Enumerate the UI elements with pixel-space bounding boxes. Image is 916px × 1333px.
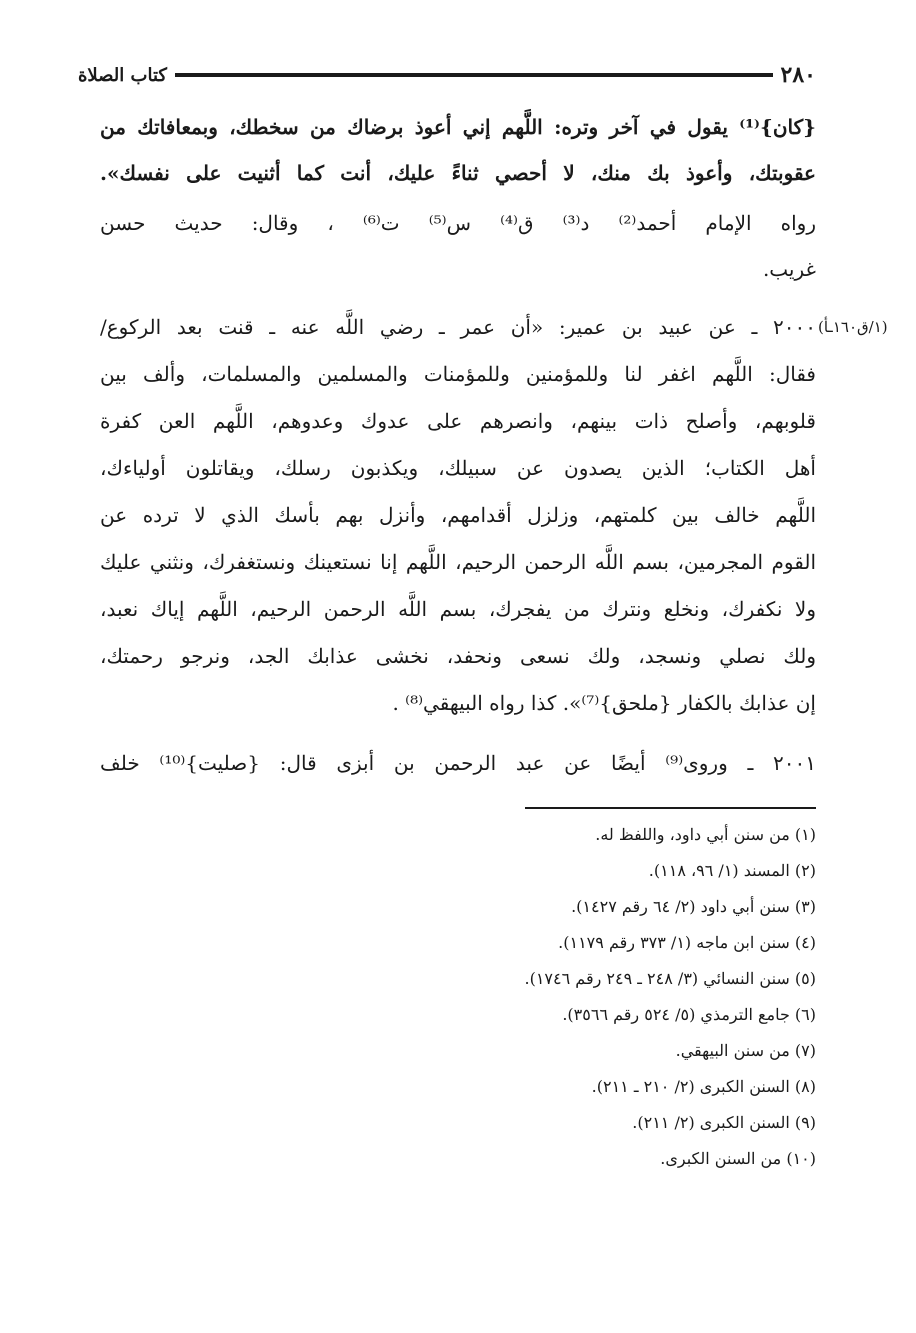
footnote: (٨) السنن الكبرى (٢/ ٢١٠ ـ ٢١١).	[591, 1077, 816, 1096]
body-line: القوم المجرمين، بسم اللَّه الرحمن الرحيم، اللَّهم إنا نستعينك ونستغفرك، ونثني عليك	[100, 550, 816, 574]
footnote-separator	[525, 807, 816, 809]
body-line: اللَّهم خالف بين كلمتهم، وزلزل أقدامهم، وأنزل بهم بأسك الذي لا ترده عن	[100, 503, 816, 527]
footnote: (٦) جامع الترمذي (٥/ ٥٢٤ رقم ٣٥٦٦).	[562, 1005, 816, 1024]
footnote: (٧) من سنن البيهقي.	[675, 1041, 816, 1060]
body-line: رواه الإمام أحمد⁽²⁾ د⁽³⁾ ق⁽⁴⁾ س⁽⁵⁾ ت⁽⁶⁾ ، وقال: حديث حسن	[100, 211, 816, 235]
running-title: كتاب الصلاة	[78, 64, 167, 86]
footnote: (٤) سنن ابن ماجه (١/ ٣٧٣ رقم ١١٧٩).	[558, 933, 816, 952]
page-header	[78, 58, 816, 92]
page-number: ٢٨٠	[780, 62, 816, 88]
body-line: أهل الكتاب؛ الذين يصدون عن سبيلك، ويكذبون رسلك، ويقاتلون أولياءك،	[100, 456, 816, 480]
body-line: قلوبهم، وأصلح ذات بينهم، وانصرهم على عدوك وعدوهم، اللَّهم العن كفرة	[100, 409, 816, 433]
footnote: (٩) السنن الكبرى (٢/ ٢١١).	[632, 1113, 816, 1132]
body-line: غريب.	[762, 257, 816, 281]
body-line: ولا نكفرك، ونخلع ونترك من يفجرك، بسم اللَّه الرحمن الرحيم، اللَّهم إياك نعبد،	[100, 597, 816, 621]
body-line: إن عذابك بالكفار {ملحق}⁽⁷⁾». كذا رواه البيهقي⁽⁸⁾ .	[392, 691, 816, 715]
footnote: (١) من سنن أبي داود، واللفظ له.	[595, 825, 816, 844]
body-line: ٢٠٠١ ـ وروى⁽⁹⁾ أيضًا عن عبد الرحمن بن أبزى قال: {صليت}⁽¹⁰⁾ خلف	[100, 751, 816, 775]
body-line: ولك نصلي ونسجد، ولك نسعى ونحفد، نخشى عذابك الجد، ونرجو رحمتك،	[100, 644, 816, 668]
footnote: (١٠) من السنن الكبرى.	[660, 1149, 816, 1168]
body-line: فقال: اللَّهم اغفر لنا وللمؤمنين وللمؤمنات والمسلمين والمسلمات، وألف بين	[100, 362, 816, 386]
body-line: {كان}⁽¹⁾ يقول في آخر وتره: اللَّهم إني أعوذ برضاك من سخطك، وبمعافاتك من	[100, 115, 816, 139]
footnote: (٥) سنن النسائي (٣/ ٢٤٨ ـ ٢٤٩ رقم ١٧٤٦).	[524, 969, 816, 988]
footnote: (٣) سنن أبي داود (٢/ ٦٤ رقم ١٤٢٧).	[571, 897, 816, 916]
body-line: ٢٠٠٠ ـ عن عبيد بن عمير: «أن عمر ـ رضي اللَّه عنه ـ قنت بعد الركوع/	[100, 315, 816, 339]
header-rule	[175, 73, 773, 77]
margin-note: (١/ق١٦٠ـأ)	[818, 318, 888, 336]
footnote: (٢) المسند (١/ ٩٦، ١١٨).	[648, 861, 816, 880]
body-line: عقوبتك، وأعوذ بك منك، لا أحصي ثناءً عليك، أنت كما أثنيت على نفسك».	[100, 161, 816, 185]
